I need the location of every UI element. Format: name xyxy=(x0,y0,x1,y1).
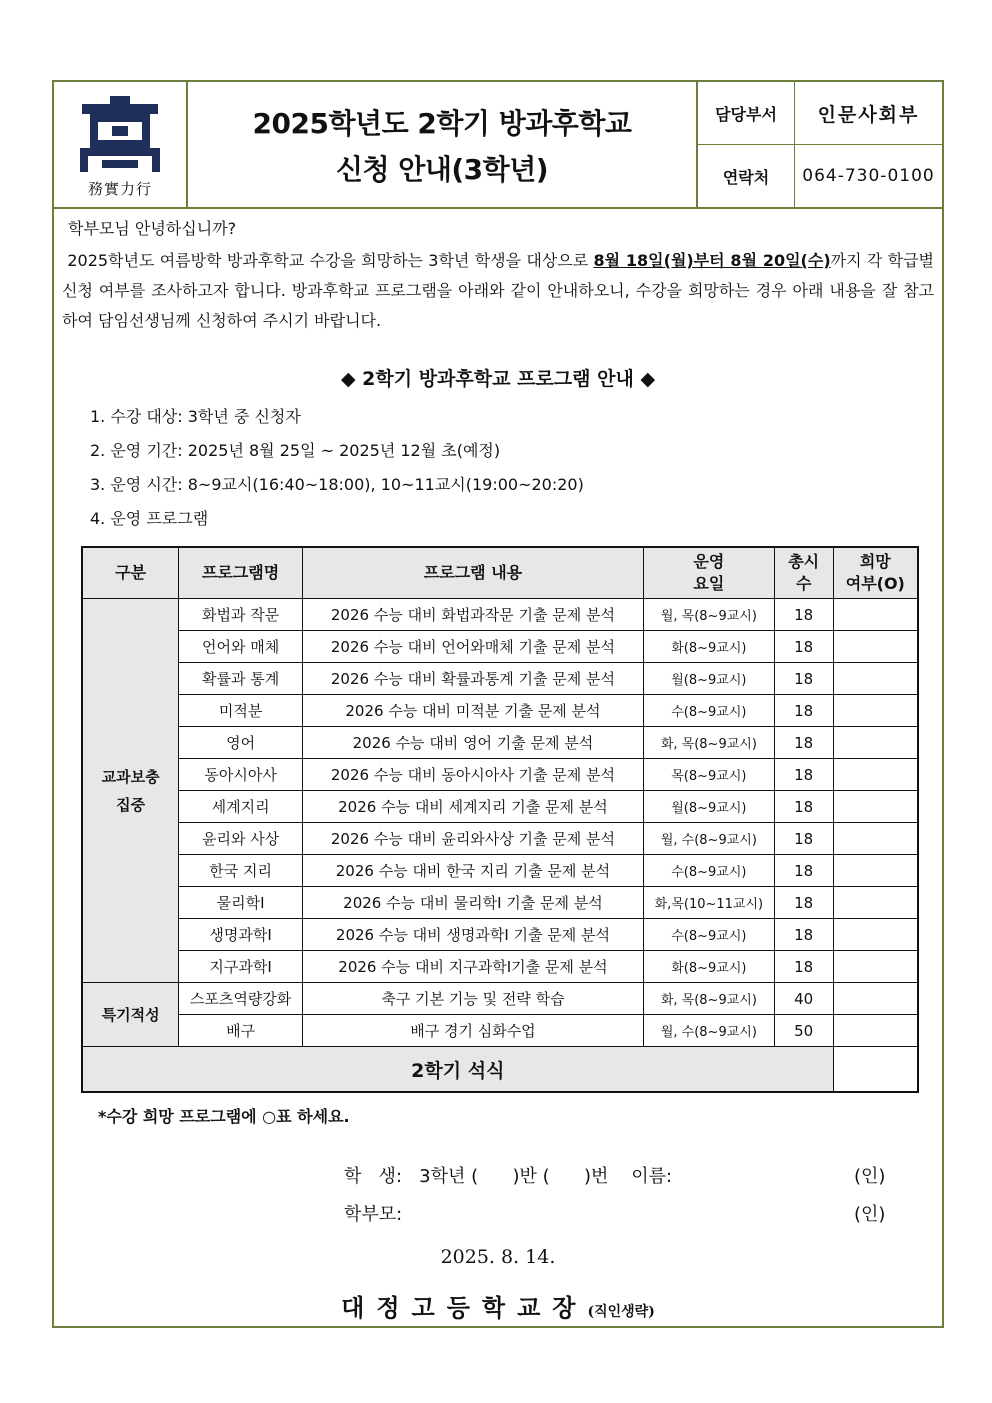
cell-content: 2026 수능 대비 화법과작문 기출 문제 분석 xyxy=(302,599,643,631)
cell-total: 18 xyxy=(774,727,833,759)
table-row xyxy=(82,823,918,855)
cell-name: 스포츠역량강화 xyxy=(179,983,303,1015)
greeting: 학부모님 안녕하십니까? xyxy=(68,219,237,238)
parent-line: 학부모: xyxy=(344,1204,403,1225)
school-emblem-icon xyxy=(78,94,162,174)
parent-seal: (인) xyxy=(854,1204,886,1225)
col-name: 프로그램명 xyxy=(179,547,303,599)
program-table xyxy=(81,546,919,1093)
cell-total: 18 xyxy=(774,631,833,663)
school-logo xyxy=(54,82,188,207)
cell-day: 수(8~9교시) xyxy=(644,695,775,727)
want-cell[interactable] xyxy=(833,887,918,919)
intro-paragraph: 2025학년도 여름방학 방과후학교 수강을 희망하는 3학년 학생을 대상으로 8월 18일(월)부터 8월 20일(수)까지 각 학급별 신청 여부를 조사하고자 합니다. 방과후학교 프로그램을 아래와 같이 안내하오니, 수강을 희망하는 경우 아래 내용을 잘 참고하여 담임선생님께 신청하여 주시기 바랍니다. xyxy=(62,251,935,330)
section-title: ◆ 2학기 방과후학교 프로그램 안내 ◆ xyxy=(340,368,656,390)
want-cell[interactable] xyxy=(833,791,918,823)
col-category: 구분 xyxy=(82,547,179,599)
header xyxy=(54,82,942,209)
cell-day: 목(8~9교시) xyxy=(644,759,775,791)
want-cell[interactable] xyxy=(833,919,918,951)
list-item: 2. 운영 기간: 2025년 8월 25일 ~ 2025년 12월 초(예정) xyxy=(90,441,501,460)
cell-total: 18 xyxy=(774,695,833,727)
dinner-row-label: 2학기 석식 xyxy=(82,1047,833,1093)
col-total: 총시 수 xyxy=(774,547,833,599)
want-cell[interactable] xyxy=(833,599,918,631)
table-row xyxy=(82,663,918,695)
cell-total: 50 xyxy=(774,1015,833,1047)
seal-note: (직인생략) xyxy=(587,1304,655,1320)
table-row xyxy=(82,599,918,631)
cell-content: 배구 경기 심화수업 xyxy=(302,1015,643,1047)
cell-name: 영어 xyxy=(179,727,303,759)
cell-day: 월, 목(8~9교시) xyxy=(644,599,775,631)
page-title: 2025학년도 2학기 방과후학교 xyxy=(252,107,632,140)
cell-day: 월, 수(8~9교시) xyxy=(644,823,775,855)
table-row xyxy=(82,919,918,951)
col-want: 희망 여부(O) xyxy=(833,547,918,599)
want-cell[interactable] xyxy=(833,823,918,855)
cell-day: 수(8~9교시) xyxy=(644,919,775,951)
want-cell[interactable] xyxy=(833,951,918,983)
cell-content: 2026 수능 대비 확률과통계 기출 문제 분석 xyxy=(302,663,643,695)
list-item: 3. 운영 시간: 8~9교시(16:40~18:00), 10~11교시(19:00~20:20) xyxy=(90,475,584,494)
cell-content: 2026 수능 대비 생명과학Ⅰ 기출 문제 분석 xyxy=(302,919,643,951)
cell-total: 18 xyxy=(774,599,833,631)
cell-content: 2026 수능 대비 한국 지리 기출 문제 분석 xyxy=(302,855,643,887)
cell-content: 2026 수능 대비 언어와매체 기출 문제 분석 xyxy=(302,631,643,663)
contact-info xyxy=(698,82,942,207)
intro xyxy=(62,218,934,336)
info-list xyxy=(90,400,584,536)
cell-day: 화,목(10~11교시) xyxy=(644,887,775,919)
contact-value: 064-730-0100 xyxy=(802,166,935,186)
cell-name: 배구 xyxy=(179,1015,303,1047)
school-signature: 대정고등학교장(직인생략) xyxy=(341,1293,655,1322)
col-day: 운영 요일 xyxy=(644,547,775,599)
table-row xyxy=(82,951,918,983)
table-row xyxy=(82,695,918,727)
table-row xyxy=(82,631,918,663)
table-row xyxy=(82,887,918,919)
cell-total: 18 xyxy=(774,919,833,951)
cell-name: 한국 지리 xyxy=(179,855,303,887)
category-cell: 교과보충 집중 xyxy=(82,599,179,983)
list-item: 1. 수강 대상: 3학년 중 신청자 xyxy=(90,407,301,426)
school-motto: 務實力行 xyxy=(87,180,152,198)
cell-day: 화(8~9교시) xyxy=(644,951,775,983)
title-cell xyxy=(188,82,698,207)
issue-date: 2025. 8. 14. xyxy=(440,1246,556,1268)
cell-total: 18 xyxy=(774,759,833,791)
cell-name: 언어와 매체 xyxy=(179,631,303,663)
list-item: 4. 운영 프로그램 xyxy=(90,509,209,528)
cell-name: 동아시아사 xyxy=(179,759,303,791)
cell-content: 2026 수능 대비 윤리와사상 기출 문제 분석 xyxy=(302,823,643,855)
cell-day: 화, 목(8~9교시) xyxy=(644,983,775,1015)
instruction-note: *수강 희망 프로그램에 ○표 하세요. xyxy=(98,1107,350,1126)
cell-total: 18 xyxy=(774,791,833,823)
cell-total: 18 xyxy=(774,855,833,887)
contact-label: 연락처 xyxy=(698,145,795,207)
cell-content: 2026 수능 대비 지구과학Ⅰ기출 문제 분석 xyxy=(302,951,643,983)
want-cell[interactable] xyxy=(833,855,918,887)
cell-total: 18 xyxy=(774,823,833,855)
cell-total: 18 xyxy=(774,663,833,695)
cell-name: 윤리와 사상 xyxy=(179,823,303,855)
dept-value: 인문사회부 xyxy=(817,103,920,126)
cell-name: 물리학Ⅰ xyxy=(179,887,303,919)
cell-day: 월, 수(8~9교시) xyxy=(644,1015,775,1047)
table-row xyxy=(82,855,918,887)
table-row xyxy=(82,791,918,823)
col-content: 프로그램 내용 xyxy=(302,547,643,599)
cell-name: 화법과 작문 xyxy=(179,599,303,631)
table-row xyxy=(82,1015,918,1047)
student-seal: (인) xyxy=(854,1166,886,1187)
cell-content: 2026 수능 대비 물리학Ⅰ 기출 문제 분석 xyxy=(302,887,643,919)
cell-name: 세계지리 xyxy=(179,791,303,823)
table-row xyxy=(82,759,918,791)
want-cell[interactable] xyxy=(833,631,918,663)
want-cell[interactable] xyxy=(833,759,918,791)
cell-name: 지구과학Ⅰ xyxy=(179,951,303,983)
cell-content: 2026 수능 대비 세계지리 기출 문제 분석 xyxy=(302,791,643,823)
cell-day: 수(8~9교시) xyxy=(644,855,775,887)
want-cell[interactable] xyxy=(833,1015,918,1047)
page-subtitle: 신청 안내(3학년) xyxy=(335,153,549,186)
cell-total: 18 xyxy=(774,887,833,919)
table-row xyxy=(82,983,918,1015)
want-cell[interactable] xyxy=(833,983,918,1015)
cell-day: 화(8~9교시) xyxy=(644,631,775,663)
cell-day: 월(8~9교시) xyxy=(644,663,775,695)
cell-name: 미적분 xyxy=(179,695,303,727)
cell-content: 2026 수능 대비 영어 기출 문제 분석 xyxy=(302,727,643,759)
want-cell[interactable] xyxy=(833,695,918,727)
table-row xyxy=(82,1047,918,1093)
category-cell: 특기적성 xyxy=(82,983,179,1047)
cell-total: 40 xyxy=(774,983,833,1015)
document-frame xyxy=(52,80,944,1328)
table-header-row xyxy=(82,547,918,599)
dept-label: 담당부서 xyxy=(698,82,795,144)
student-line: 학 생: 3학년 ( )반 ( )번 이름: xyxy=(344,1166,673,1187)
cell-day: 화, 목(8~9교시) xyxy=(644,727,775,759)
want-cell[interactable] xyxy=(833,663,918,695)
cell-content: 축구 기본 기능 및 전략 학습 xyxy=(302,983,643,1015)
want-cell[interactable] xyxy=(833,1047,918,1093)
cell-name: 생명과학Ⅰ xyxy=(179,919,303,951)
table-row xyxy=(82,727,918,759)
cell-content: 2026 수능 대비 동아시아사 기출 문제 분석 xyxy=(302,759,643,791)
want-cell[interactable] xyxy=(833,727,918,759)
cell-name: 확률과 통계 xyxy=(179,663,303,695)
cell-total: 18 xyxy=(774,951,833,983)
cell-content: 2026 수능 대비 미적분 기출 문제 분석 xyxy=(302,695,643,727)
application-period: 8월 18일(월)부터 8월 20일(수) xyxy=(593,251,831,270)
cell-day: 월(8~9교시) xyxy=(644,791,775,823)
